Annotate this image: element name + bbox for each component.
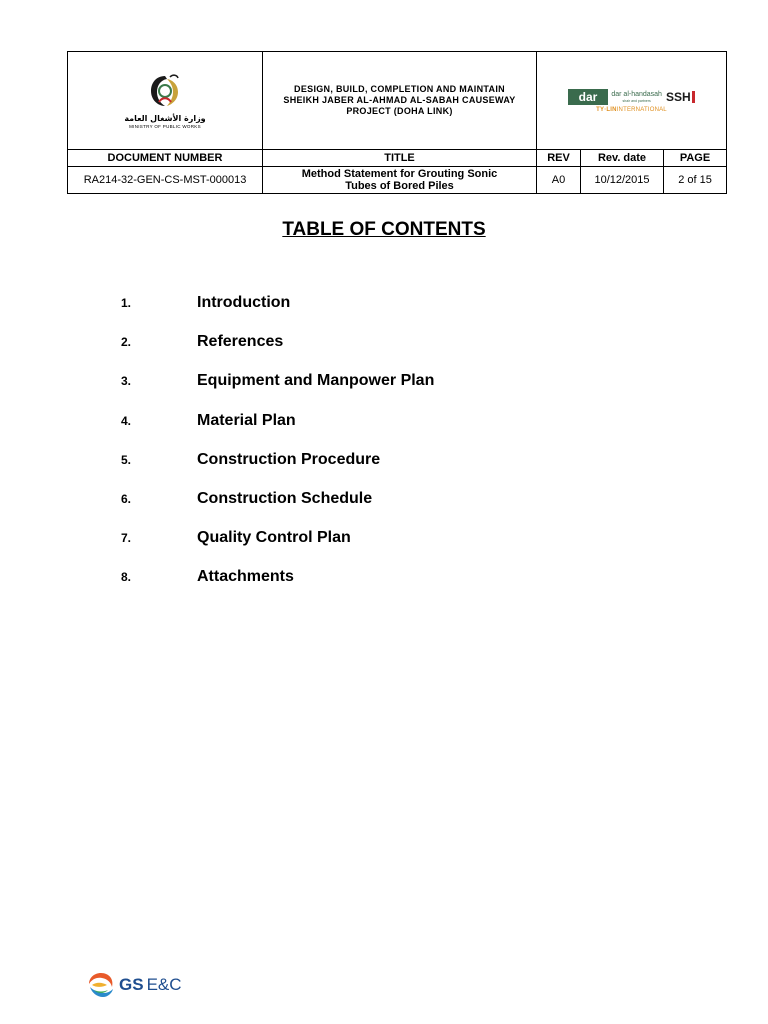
partner-logos-cell — [537, 52, 727, 150]
dar-subtitle: shair and partners — [622, 98, 651, 103]
toc-item-number: 6. — [121, 491, 132, 506]
toc-item-number: 2. — [121, 335, 132, 350]
ec-text: E&C — [146, 975, 182, 994]
toc-item-number: 8. — [121, 570, 132, 585]
dar-logo-icon — [568, 89, 608, 105]
toc-item-label: References — [197, 333, 284, 351]
project-line-1: DESIGN, BUILD, COMPLETION AND MAINTAIN — [294, 84, 505, 94]
toc-item[interactable] — [121, 529, 434, 568]
project-line-3: PROJECT (DOHA LINK) — [346, 106, 453, 116]
gs-swirl-icon — [86, 970, 116, 1000]
ssh-logo: SSH — [665, 89, 691, 104]
title-value — [263, 167, 537, 194]
ministry-emblem-icon — [148, 73, 182, 113]
ministry-arabic-name: وزارة الأشغال العامة — [124, 113, 206, 123]
toc-item-number: 4. — [121, 413, 132, 428]
toc-item-number: 7. — [121, 531, 132, 546]
toc-item[interactable] — [121, 568, 434, 607]
ministry-logo-cell — [68, 52, 263, 150]
toc-item-number: 5. — [121, 452, 132, 467]
tylin-international: INTERNATIONAL — [616, 106, 667, 113]
title-value-line-2: Tubes of Bored Piles — [345, 180, 454, 192]
tylin-brand: TY·LIN — [596, 106, 617, 113]
toc-item-label: Quality Control Plan — [197, 529, 351, 547]
ssh-logo-bar — [692, 91, 695, 103]
ministry-english-name: MINISTRY OF PUBLIC WORKS — [129, 123, 201, 129]
toc-item[interactable] — [121, 372, 434, 411]
dar-logo-mark: dar — [579, 89, 598, 104]
rev-date-header: Rev. date — [581, 150, 664, 167]
toc-item[interactable] — [121, 451, 434, 490]
doc-number-header: DOCUMENT NUMBER — [68, 150, 263, 167]
toc-item-number: 1. — [121, 296, 132, 310]
dar-name: dar al-handasah — [611, 90, 662, 98]
tylin-logo — [537, 107, 726, 113]
toc-item[interactable] — [121, 412, 434, 451]
toc-title: TABLE OF CONTENTS — [282, 219, 486, 240]
rev-value: A0 — [537, 167, 581, 194]
doc-number-value: RA214-32-GEN-CS-MST-000013 — [68, 167, 263, 194]
gs-text: GS — [119, 975, 144, 994]
document-header-table — [67, 51, 727, 194]
title-value-line-1: Method Statement for Grouting Sonic — [301, 168, 498, 180]
rev-date-value: 10/12/2015 — [581, 167, 664, 194]
gs-ec-logo — [86, 970, 182, 1000]
project-title-cell — [263, 52, 537, 150]
toc-item-label: Material Plan — [197, 411, 296, 429]
page-header: PAGE — [664, 150, 727, 167]
page-value: 2 of 15 — [664, 167, 727, 194]
toc-item-label: Introduction — [197, 294, 291, 311]
toc-item-number: 3. — [121, 374, 132, 389]
ministry-logo — [68, 73, 262, 129]
toc-item-label: Equipment and Manpower Plan — [197, 372, 435, 390]
title-header: TITLE — [263, 150, 537, 167]
toc-item[interactable] — [121, 294, 434, 333]
dar-ssh-logo — [537, 89, 726, 105]
toc-list — [121, 294, 434, 608]
toc-item-label: Construction Procedure — [197, 450, 381, 468]
toc-item-label: Attachments — [197, 568, 294, 586]
rev-header: REV — [537, 150, 581, 167]
toc-item[interactable] — [121, 490, 434, 529]
toc-item-label: Construction Schedule — [197, 489, 373, 507]
project-line-2: SHEIKH JABER AL-AHMAD AL-SABAH CAUSEWAY — [283, 95, 516, 105]
toc-item[interactable] — [121, 333, 434, 372]
